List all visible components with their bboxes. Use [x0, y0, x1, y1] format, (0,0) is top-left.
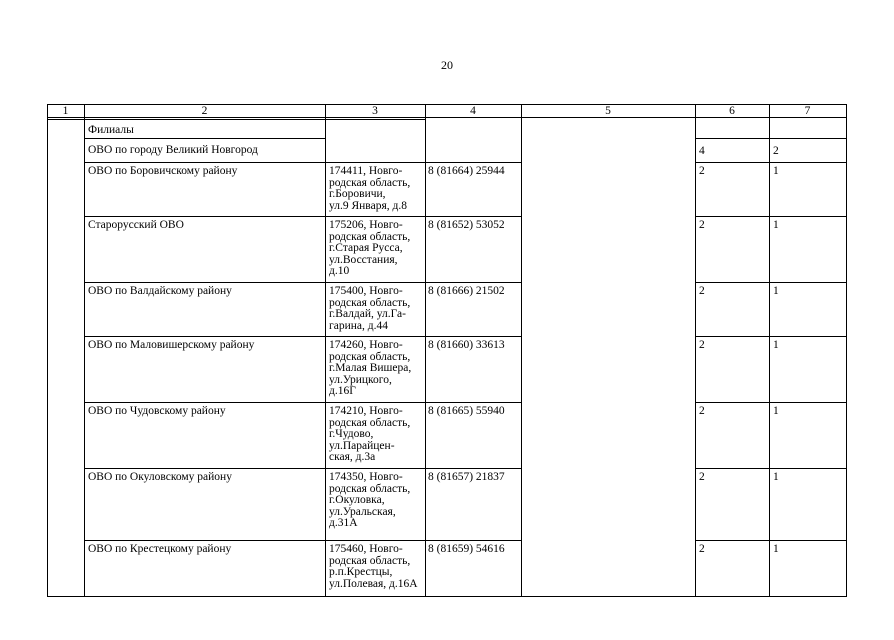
- column-header: 3: [372, 105, 378, 117]
- row-phone: 8 (81657) 21837: [428, 471, 505, 483]
- table-rule: [47, 104, 48, 597]
- row-col6: 2: [699, 471, 705, 483]
- table-rule: [325, 162, 522, 163]
- column-header: 2: [201, 105, 208, 117]
- table-rule: [846, 104, 847, 597]
- table-rule: [695, 402, 847, 403]
- row-col7: 1: [773, 285, 779, 297]
- table-rule: [695, 162, 847, 163]
- table-rule: [695, 336, 847, 337]
- row-col6: 2: [699, 543, 705, 555]
- row-name: ОВО по Валдайскому району: [88, 285, 232, 297]
- row-address: 175206, Новго- родская область, г.Старая Русса, ул.Восстания, д.10: [329, 219, 411, 277]
- row-phone: 8 (81659) 54616: [428, 543, 505, 555]
- table-rule: [84, 282, 522, 283]
- row-name: Старорусский ОВО: [88, 219, 184, 231]
- row-col7: 2: [773, 145, 779, 157]
- row-col6: 2: [699, 339, 705, 351]
- column-header: 5: [605, 105, 611, 117]
- table-rule: [84, 540, 522, 541]
- table-rule: [325, 104, 326, 597]
- table-rule: [695, 216, 847, 217]
- page-number: 20: [441, 58, 453, 72]
- table-rule: [521, 104, 522, 597]
- row-name: ОВО по Маловишерскому району: [88, 339, 255, 351]
- table-rule: [84, 138, 326, 139]
- row-address: 174210, Новго- родская область, г.Чудово, ул.Парайцен- ская, д.3а: [329, 405, 411, 463]
- row-name: ОВО по городу Великий Новгород: [88, 144, 258, 156]
- row-phone: 8 (81665) 55940: [428, 405, 505, 417]
- row-col7: 1: [773, 165, 779, 177]
- table-rule: [695, 282, 847, 283]
- row-address: 174260, Новго- родская область, г.Малая Вишера, ул.Урицкого, д.16Г: [329, 339, 412, 397]
- row-address: 175400, Новго- родская область, г.Валдай, ул.Га- гарина, д.44: [329, 285, 411, 332]
- row-col7: 1: [773, 405, 779, 417]
- table-rule: [695, 540, 847, 541]
- row-col6: 2: [699, 405, 705, 417]
- row-col6: 2: [699, 219, 705, 231]
- table-rule: [47, 117, 847, 118]
- table-rule: [84, 402, 522, 403]
- row-address: 175460, Новго- родская область, р.п.Крестцы, ул.Полевая, д.16А: [329, 543, 418, 590]
- table-rule: [47, 596, 847, 597]
- row-name: ОВО по Крестецкому району: [88, 543, 232, 555]
- row-name: ОВО по Окуловскому району: [88, 471, 232, 483]
- row-col7: 1: [773, 543, 779, 555]
- row-phone: 8 (81666) 21502: [428, 285, 505, 297]
- row-col6: 2: [699, 165, 705, 177]
- column-header: 6: [729, 105, 735, 117]
- row-phone: 8 (81660) 33613: [428, 339, 505, 351]
- table-rule: [84, 336, 522, 337]
- row-col7: 1: [773, 219, 779, 231]
- row-address: 174411, Новго- родская область, г.Боровичи, ул.9 Января, д.8: [329, 165, 411, 212]
- table-rule: [769, 104, 770, 597]
- table-rule: [84, 104, 85, 597]
- table-rule: [695, 468, 847, 469]
- row-address: 174350, Новго- родская область, г.Окуловка, ул.Уральская, д.31А: [329, 471, 411, 529]
- column-header: 4: [470, 105, 476, 117]
- row-col6: 4: [699, 145, 705, 157]
- row-col7: 1: [773, 471, 779, 483]
- table-rule: [695, 138, 847, 139]
- row-col7: 1: [773, 339, 779, 351]
- table-rule: [695, 104, 696, 597]
- table-rule: [47, 119, 426, 120]
- row-name: ОВО по Чудовскому району: [88, 405, 226, 417]
- row-col6: 2: [699, 285, 705, 297]
- row-name: ОВО по Боровичскому району: [88, 165, 238, 177]
- row-phone: 8 (81652) 53052: [428, 219, 505, 231]
- section-title: Филиалы: [88, 124, 134, 136]
- column-header: 1: [62, 105, 69, 117]
- row-phone: 8 (81664) 25944: [428, 165, 505, 177]
- table-rule: [425, 104, 426, 597]
- table-rule: [84, 468, 522, 469]
- column-header: 7: [804, 105, 811, 117]
- table-rule: [84, 216, 522, 217]
